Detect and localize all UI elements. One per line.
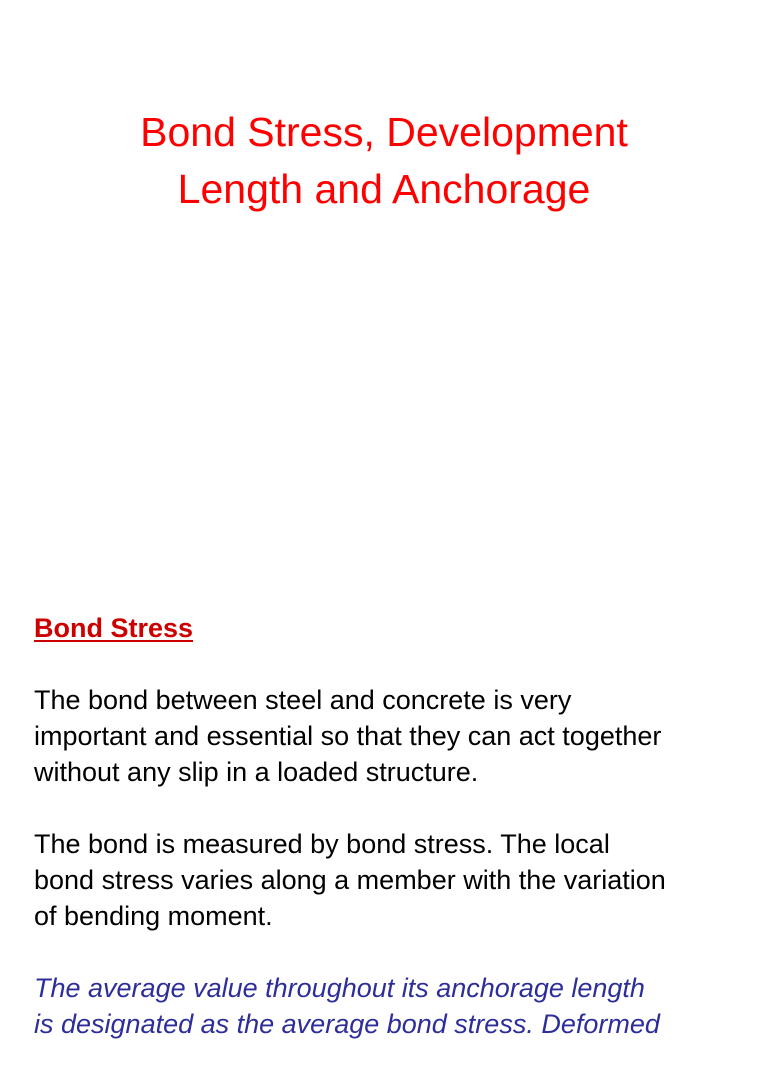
slide-title-line-1: Bond Stress, Development: [140, 109, 628, 155]
paragraph-line: without any slip in a loaded structure.: [34, 757, 479, 787]
slide-title-line-2: Length and Anchorage: [177, 166, 591, 212]
paragraph-line: important and essential so that they can act together: [34, 721, 662, 751]
paragraph-line: bond stress varies along a member with the variation: [34, 865, 666, 895]
paragraph-line: is designated as the average bond stress. Deformed: [34, 1009, 660, 1039]
section-heading: Bond Stress: [34, 613, 194, 643]
slide-title: [0, 104, 768, 218]
paragraph-line: The average value throughout its anchorage length: [34, 973, 645, 1003]
slide-content: [34, 610, 754, 1078]
paragraph-bond-measurement: [34, 826, 754, 934]
paragraph-line: of bending moment.: [34, 901, 273, 931]
paragraph-line: The bond is measured by bond stress. The local: [34, 829, 610, 859]
paragraph-bond-importance: [34, 682, 754, 790]
paragraph-average-bond-stress: [34, 970, 754, 1042]
paragraph-line: The bond between steel and concrete is very: [34, 685, 572, 715]
